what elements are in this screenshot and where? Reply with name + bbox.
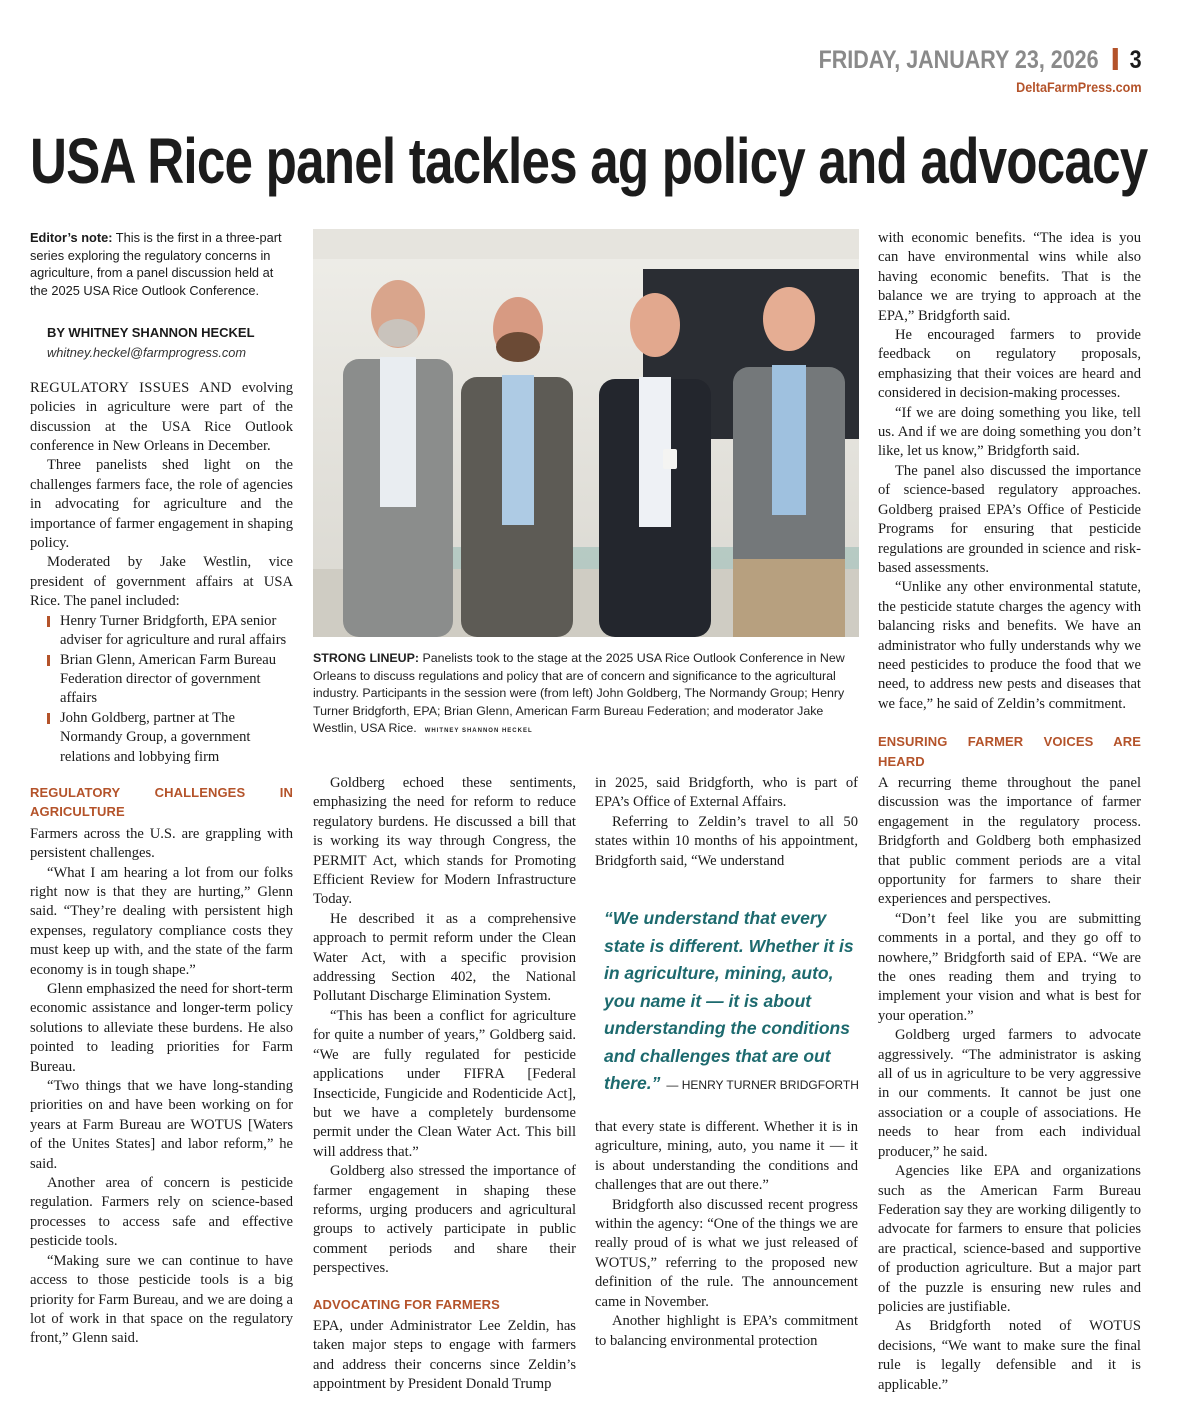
site-url[interactable]: DeltaFarmPress.com bbox=[1016, 79, 1142, 95]
paragraph: Agencies like EPA and organizations such as the American Farm Bureau Federation say they are working diligently to advocate for farmers to ensure that policies are practical, science-based and supportive of production agriculture. But a major part of the puzzle is ensuring new rules and policies are justifiable. bbox=[878, 1163, 1141, 1315]
paragraph: Goldberg urged farmers to advocate aggressively. “The administrator is asking all of us in agriculture to be very aggressive in our comments. It cannot be just one association or a couple of associations. He needs to hear from each individual producer,” he said. bbox=[878, 1027, 1141, 1160]
photo-caption bbox=[313, 650, 859, 741]
author-email[interactable]: whitney.heckel@farmprogress.com bbox=[47, 345, 247, 361]
paragraph: in 2025, said Bridgforth, who is part of EPA’s Office of External Affairs. bbox=[595, 775, 858, 811]
paragraph: He described it as a comprehensive approach to permit reform under the Clean Water Act, with a specific provision addressing Section 402, the National Pollutant Discharge Elimination System. bbox=[313, 910, 576, 1005]
paragraph: Moderated by Jake Westlin, vice president of government affairs at USA Rice. The panel included: bbox=[30, 554, 293, 610]
paragraph: “Making sure we can continue to have access to those pesticide tools is a big priority for Farm Bureau, and we are doing a lot of work in that space on the regulatory front,” Glenn said. bbox=[30, 1252, 293, 1347]
paragraph: Referring to Zeldin’s travel to all 50 states within 10 months of his appointment, Bridgforth said, “We understand bbox=[595, 813, 858, 869]
section-heading: ENSURING FARMER VOICES ARE HEARD bbox=[878, 734, 1141, 769]
panelist-list bbox=[30, 612, 293, 767]
paragraph: Goldberg echoed these sentiments, emphasizing the need for reform to reduce regulatory burdens. He discussed a bill that is working its way through Congress, the PERMIT Act, which stands for Promoting Efficient Review for Modern Infrastructure Today. bbox=[313, 775, 576, 908]
editors-note bbox=[30, 229, 293, 299]
paragraph: “Don’t feel like you are submitting comments in a portal, and they go off to nowhere,” Bridgforth said of EPA. “We are the ones reading them and trying to implement your vision and what is best for your operation.” bbox=[878, 910, 1141, 1024]
paragraph: EPA, under Administrator Lee Zeldin, has taken major steps to engage with farmers and address their concerns since Zeldin’s appointment by President Donald Trump bbox=[313, 1317, 576, 1393]
editors-note-label: Editor’s note: bbox=[30, 230, 113, 245]
date-line bbox=[819, 46, 1142, 75]
photo-credit: WHITNEY SHANNON HECKEL bbox=[424, 728, 533, 734]
masthead-block bbox=[766, 46, 1142, 95]
paragraph: The panel also discussed the importance of science-based regulatory approaches. Goldberg praised EPA’s Office of Pesticide Programs for ensuring that pesticide regulations are grounded in science and risk-based assessments. bbox=[878, 462, 1141, 576]
paragraph: with economic benefits. “The idea is you can have environmental wins while also having economic benefits. That is the balance we are trying to approach at the EPA,” Bridgforth said. bbox=[878, 230, 1141, 324]
lead-in: REGULATORY ISSUES AND bbox=[30, 379, 232, 396]
article-column-1 bbox=[30, 229, 293, 1349]
paragraph: Glenn emphasized the need for short-term economic assistance and longer-term policy solutions to alleviate these burdens. He also pointed to leading priorities for Farm Bureau. bbox=[30, 981, 293, 1075]
paragraph: Another area of concern is pesticide regulation. Farmers rely on science-based processes to access safe and effective pesticide tools. bbox=[30, 1175, 293, 1250]
paragraph: Another highlight is EPA’s commitment to balancing environmental protection bbox=[595, 1313, 858, 1349]
paragraph: As Bridgforth noted of WOTUS decisions, “We want to make sure the final rule is legally defensible and it is applicable.” bbox=[878, 1318, 1141, 1393]
byline: BY WHITNEY SHANNON HECKEL bbox=[47, 325, 255, 340]
caption-label: STRONG LINEUP: bbox=[313, 651, 420, 665]
article-column-4 bbox=[878, 229, 1141, 1395]
issue-date: FRIDAY, JANUARY 23, 2026 bbox=[819, 46, 1100, 74]
panelist-item: Brian Glenn, American Farm Bureau Federation director of government affairs bbox=[47, 651, 293, 709]
paragraph: that every state is different. Whether it is in agriculture, mining, auto, you name it — it is about understanding the conditions and challenges that are out there.” bbox=[595, 1119, 858, 1194]
paragraph: Goldberg also stressed the importance of farmer engagement in shaping these reforms, urging producers and agricultural groups to actively participate in public comment periods and share their perspectives. bbox=[313, 1163, 576, 1277]
photo-illustration bbox=[313, 229, 859, 637]
section-heading: ADVOCATING FOR FARMERS bbox=[313, 1296, 500, 1312]
pull-quote-text: “We understand that every state is different. Whether it is in agriculture, mining, auto, you name it — it is about understanding the conditions and challenges that are out there.” bbox=[604, 908, 854, 1093]
paragraph: “Unlike any other environmental statute, the pesticide statute charges the agency with balancing risks and benefits. We have an administrator who fully understands why we need pesticides to produce the food that we need, to address new pests and diseases that we face,” he said of Zeldin’s commitment. bbox=[878, 579, 1141, 712]
paragraph: Three panelists shed light on the challenges farmers face, the role of agencies in advocating for agriculture and the importance of farmer engagement in shaping policy. bbox=[30, 457, 293, 552]
page-number: 3 bbox=[1130, 46, 1142, 74]
panelists-photo bbox=[313, 229, 859, 637]
caption-text: Panelists took to the stage at the 2025 USA Rice Outlook Conference in New Orleans to discuss regulations and policy that are of concern and significance to the agricultural industry. Participants in the session were (from left) John Goldberg, The Normandy Group; Henry Turner Bridgforth, EPA; Brian Glenn, American Farm Bureau Federation; and moderator Jake Westlin, USA Rice. bbox=[313, 651, 845, 735]
article-column-2 bbox=[313, 774, 576, 1395]
article-headline: USA Rice panel tackles ag policy and advocacy bbox=[30, 125, 1148, 197]
paragraph: He encouraged farmers to provide feedback on regulatory proposals, emphasizing that their voices are heard and considered in decision-making processes. bbox=[878, 327, 1141, 402]
paragraph: A recurring theme throughout the panel discussion was the importance of farmer engagement in the regulatory process. Bridgforth and Goldberg both emphasized that public comment periods are a vital opportunity for farmers to share their experiences and perspectives. bbox=[878, 774, 1141, 908]
paragraph: “Two things that we have long-standing priorities on and have been working on for years at Farm Bureau are WOTUS [Waters of the Unites States] and labor reform,” he said. bbox=[30, 1078, 293, 1172]
section-heading: REGULATORY CHALLENGES IN AGRICULTURE bbox=[30, 784, 293, 820]
pull-quote-attribution: — HENRY TURNER BRIDGFORTH bbox=[666, 1078, 859, 1092]
panelist-item: Henry Turner Bridgforth, EPA senior adviser for agriculture and rural affairs bbox=[47, 612, 293, 651]
paragraph: “What I am hearing a lot from our folks right now is that they are hurting,” Glenn said. “They’re dealing with persistent high expenses, regulatory compliance costs they must keep up with, and the state of the farm economy is in tough shape.” bbox=[30, 864, 293, 978]
panelist-item: John Goldberg, partner at The Normandy Group, a government relations and lobbying firm bbox=[47, 709, 293, 767]
paragraph: REGULATORY ISSUES AND evolving policies in agriculture were part of the discussion at the USA Rice Outlook conference in New Orleans in December. bbox=[30, 379, 293, 455]
paragraph: “If we are doing something you like, tell us. And if we are doing something you don’t like, let us know,” Bridgforth said. bbox=[878, 404, 1141, 460]
paragraph: Bridgforth also discussed recent progress within the agency: “One of the things we are really proud of is what we just released of WOTUS,” referring to the proposed new definition of the rule. The announcement came in November. bbox=[595, 1196, 858, 1310]
paragraph: Farmers across the U.S. are grappling with persistent challenges. bbox=[30, 825, 293, 862]
editors-note-text: This is the first in a three-part series exploring the regulatory concerns in agriculture, from a panel discussion held at the 2025 USA Rice Outlook Conference. bbox=[30, 230, 282, 298]
pull-quote bbox=[604, 905, 859, 1098]
paragraph: “This has been a conflict for agriculture for quite a number of years,” Goldberg said. “We are fully regulated for pesticide applications under FIFRA [Federal Insecticide, Fungicide and Rodenticide Act], but we have a completely burdensome permit under the Clean Water Act. This bill will address that.” bbox=[313, 1007, 576, 1160]
divider-bar bbox=[1113, 48, 1118, 70]
